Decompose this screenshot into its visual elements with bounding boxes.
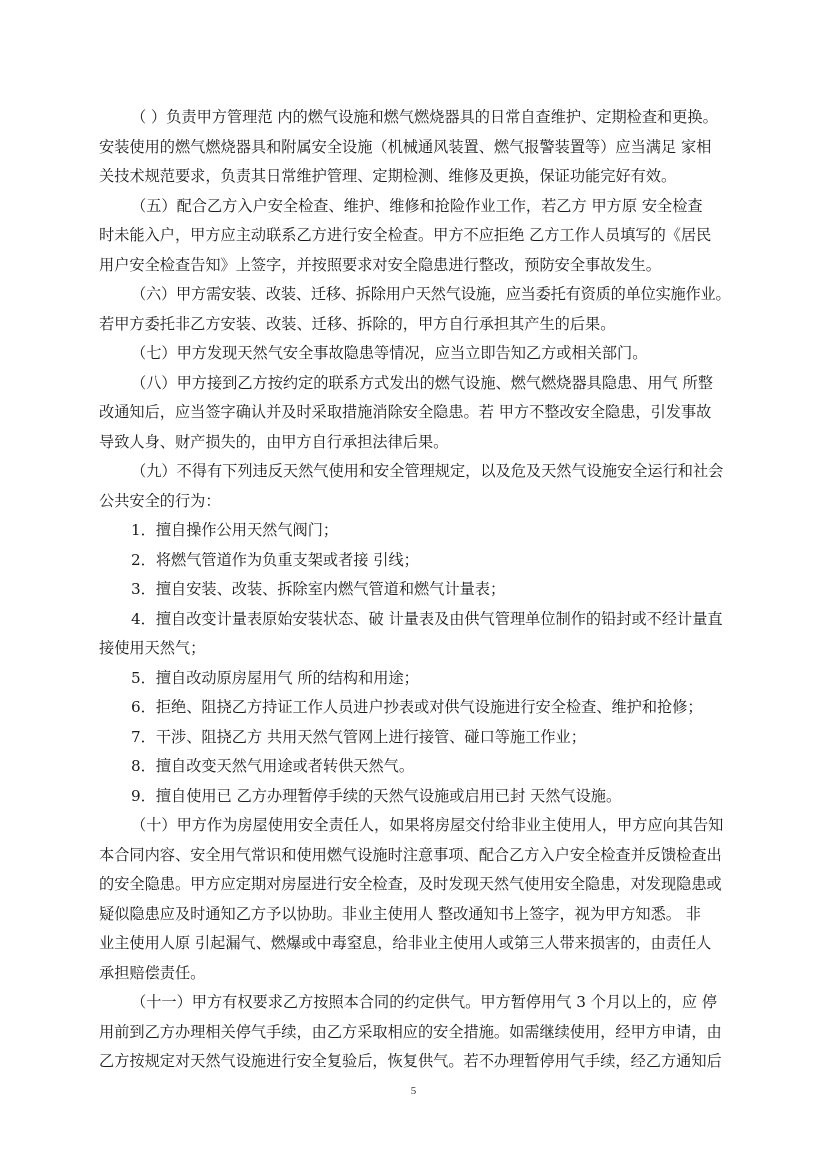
paragraph bbox=[99, 339, 731, 369]
paragraph bbox=[99, 811, 731, 988]
text-line: 公共安全的行为： bbox=[99, 491, 221, 510]
page-number: 5 bbox=[410, 1085, 417, 1097]
paragraph bbox=[99, 280, 731, 339]
paragraph bbox=[99, 192, 731, 281]
text-line: 本合同内容、安全用气常识和使用燃气设施时注意事项、配合乙方入户安全检查并反馈检查出 bbox=[99, 845, 722, 864]
document-body bbox=[99, 103, 731, 1077]
text-line: 业主使用人原 引起漏气、燃爆或中毒窒息，给非业主使用人或第三人带来损害的，由责任人 bbox=[99, 934, 712, 952]
paragraph bbox=[99, 575, 731, 605]
text-line: 接使用天然气； bbox=[99, 639, 206, 657]
text-line: （六）甲方需安装、改装、迁移、拆除用户天然气设施，应当委托有资质的单位实施作业。 bbox=[131, 285, 731, 303]
text-line: 用户安全检查告知》上签字，并按照要求对安全隐患进行整改，预防安全事故发生。 bbox=[99, 255, 661, 274]
text-line: 6．拒绝、阻挠乙方持证工作人员进户抄表或对供气设施进行安全检查、维护和抢修； bbox=[131, 698, 703, 716]
text-line: 时未能入户，甲方应主动联系乙方进行安全检查。甲方不应拒绝 乙方工作人员填写的《居民 bbox=[99, 226, 712, 244]
text-line: 改通知后，应当签字确认并及时采取措施消除安全隐患。若 甲方不整改安全隐患，引发事故 bbox=[99, 403, 712, 421]
text-line: 乙方按规定对天然气设施进行安全复验后，恢复供气。若不办理暂停用气手续，经乙方通知后 bbox=[99, 1052, 722, 1070]
paragraph bbox=[99, 457, 731, 516]
text-line: 3．擅自安装、改装、拆除室内燃气管道和燃气计量表； bbox=[131, 580, 506, 598]
text-line: 9．擅自使用已 乙方办理暂停手续的天然气设施或启用已封 天然气设施。 bbox=[131, 786, 622, 805]
text-line: 7．干涉、阻挠乙方 共用天然气管网上进行接管、碰口等施工作业； bbox=[131, 727, 586, 746]
text-line: 用前到乙方办理相关停气手续，由乙方采取相应的安全措施。如需继续使用，经甲方申请，由 bbox=[99, 1022, 722, 1041]
text-line: 8．擅自改变天然气用途或者转供天然气。 bbox=[131, 757, 415, 775]
text-line: （十一）甲方有权要求乙方按照本合同的约定供气。甲方暂停用气 3 个月以上的，应 停 bbox=[131, 993, 718, 1011]
paragraph bbox=[99, 988, 731, 1077]
text-line: 的安全隐患。甲方应定期对房屋进行安全检查，及时发现天然气使用安全隐患，对发现隐患或 bbox=[99, 875, 722, 893]
text-line: 导致人身、财产损失的，由甲方自行承担法律后果。 bbox=[99, 432, 449, 451]
text-line: （九）不得有下列违反天然气使用和安全管理规定，以及危及天然气设施安全运行和社会 bbox=[131, 462, 724, 480]
paragraph bbox=[99, 605, 731, 664]
paragraph bbox=[99, 752, 731, 782]
paragraph bbox=[99, 369, 731, 458]
text-line: 疑似隐患应及时通知乙方予以协助。非业主使用人 整改通知书上签字，视为甲方知悉。 非 bbox=[99, 904, 701, 923]
text-line: （ ）负责甲方管理范 内的燃气设施和燃气燃烧器具的日常自查维护、定期检查和更换。 bbox=[131, 108, 718, 126]
text-line: 关技术规范要求，负责其日常维护管理、定期检测、维修及更换，保证功能完好有效。 bbox=[99, 167, 677, 185]
text-line: （五）配合乙方入户安全检查、维护、维修和抢险作业工作，若乙方 甲方原 安全检查 bbox=[131, 196, 703, 215]
text-line: 若甲方委托非乙方安装、改装、迁移、拆除的，甲方自行承担其产生的后果。 bbox=[99, 314, 616, 333]
paragraph bbox=[99, 664, 731, 694]
text-line: 1．擅自操作公用天然气阀门； bbox=[131, 521, 339, 539]
text-line: （七）甲方发现天然气安全事故隐患等情况，应当立即告知乙方或相关部门。 bbox=[131, 344, 648, 362]
paragraph bbox=[99, 782, 731, 812]
paragraph bbox=[99, 693, 731, 723]
paragraph bbox=[99, 723, 731, 753]
text-line: 2．将燃气管道作为负重支架或者接 引线； bbox=[131, 550, 419, 569]
text-line: 承担赔偿责任。 bbox=[99, 963, 206, 982]
paragraph bbox=[99, 103, 731, 192]
text-line: 5．擅自改动原房屋用气 所的结构和用途； bbox=[131, 668, 419, 687]
text-line: 4．擅自改变计量表原始安装状态、破 计量表及由供气管理单位制作的铅封或不经计量直 bbox=[131, 609, 723, 628]
paragraph bbox=[99, 546, 731, 576]
text-line: （十）甲方作为房屋使用安全责任人，如果将房屋交付给非业主使用人，甲方应向其告知 bbox=[131, 816, 724, 834]
text-line: （八）甲方接到乙方按约定的联系方式发出的燃气设施、燃气燃烧器具隐患、用气 所整 bbox=[131, 373, 713, 392]
paragraph bbox=[99, 516, 731, 546]
text-line: 安装使用的燃气燃烧器具和附属安全设施（机械通风装置、燃气报警装置等）应当满足 家相 bbox=[99, 137, 712, 156]
